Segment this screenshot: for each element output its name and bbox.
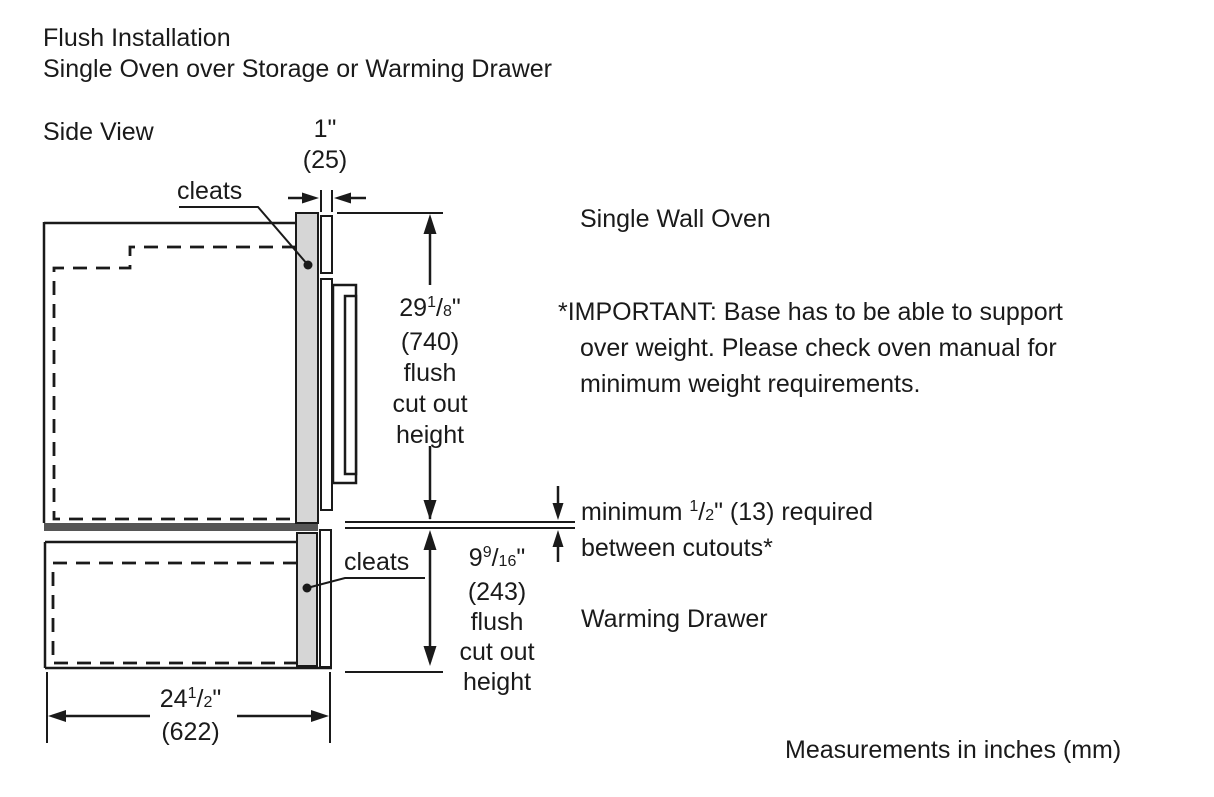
- upper-cleats-leader-dot: [304, 261, 313, 270]
- important-note-line2: over weight. Please check oven manual for: [580, 334, 1057, 362]
- width-arrow-right-icon: [311, 710, 329, 722]
- oven-trim-lower-segment: [321, 279, 332, 510]
- width-arrow-left-icon: [48, 710, 66, 722]
- single-wall-oven-label: Single Wall Oven: [580, 205, 771, 233]
- cabinet-width-value: 24$^1$/2": [159, 685, 222, 713]
- upper-cleat: [296, 213, 318, 523]
- drawer-cutout-dashed-line: [53, 563, 297, 663]
- oven-height-arrow-up-icon: [424, 214, 437, 234]
- oven-cutout-value: 29$^1$/8": [399, 294, 461, 322]
- front-gap-arrow-left-icon: [334, 193, 351, 204]
- side-view-label: Side View: [43, 118, 154, 146]
- front-gap-dimension-text: [294, 114, 356, 176]
- min-gap-arrow-up-icon: [553, 530, 564, 547]
- oven-cutout-mm: (740): [400, 328, 460, 356]
- oven-cutout-dashed-line: [54, 247, 296, 519]
- drawer-trim: [320, 530, 331, 667]
- drawer-cutout-desc-3: height: [462, 668, 532, 696]
- drawer-height-arrow-down-icon: [424, 646, 437, 666]
- front-gap-extension-lines: [321, 190, 332, 212]
- oven-cutout-desc-3: height: [395, 421, 465, 449]
- lower-cleats-label: cleats: [344, 548, 410, 576]
- important-note-line3: minimum weight requirements.: [580, 370, 921, 398]
- cabinet-width-mm: (622): [161, 718, 220, 746]
- drawer-cutout-value: 9$^9$/16": [468, 544, 526, 572]
- oven-door-inner: [345, 296, 356, 474]
- min-gap-note-line1: minimum $^1$/2" (13) required: [581, 498, 874, 526]
- oven-height-arrow-down-icon: [424, 500, 437, 520]
- upper-cleats-leader-line: [179, 207, 308, 265]
- oven-cutout-desc-2: cut out: [392, 390, 468, 418]
- divider-shelf: [44, 523, 318, 531]
- lower-cleats-leader-dot: [303, 584, 312, 593]
- drawer-cutout-mm: (243): [467, 578, 527, 606]
- oven-cutout-dimension-text: [375, 287, 485, 451]
- upper-cleats-label: cleats: [177, 177, 243, 205]
- drawer-cutout-desc-2: cut out: [459, 638, 535, 666]
- front-gap-arrow-right-icon: [302, 193, 319, 204]
- warming-drawer-label: Warming Drawer: [581, 605, 768, 633]
- front-gap-mm: (25): [302, 146, 348, 174]
- drawer-height-arrow-up-icon: [424, 530, 437, 550]
- lower-cabinet-outline: [45, 542, 332, 668]
- min-gap-double-line: [345, 522, 575, 528]
- min-gap-arrow-down-icon: [553, 503, 564, 520]
- oven-trim-upper-segment: [321, 216, 332, 273]
- page-title-line2: Single Oven over Storage or Warming Drawer: [43, 55, 552, 83]
- important-note-line1: *IMPORTANT: Base has to be able to support: [558, 298, 1063, 326]
- oven-cutout-desc-1: flush: [403, 359, 457, 387]
- drawer-cutout-dimension-text: [441, 538, 553, 697]
- page-title-line1: Flush Installation: [43, 24, 231, 52]
- drawer-cutout-desc-1: flush: [470, 608, 524, 636]
- lower-cleat: [297, 533, 317, 666]
- front-gap-value: 1": [313, 115, 337, 143]
- min-gap-note-line2: between cutouts*: [581, 534, 773, 562]
- measurements-note: Measurements in inches (mm): [785, 736, 1122, 764]
